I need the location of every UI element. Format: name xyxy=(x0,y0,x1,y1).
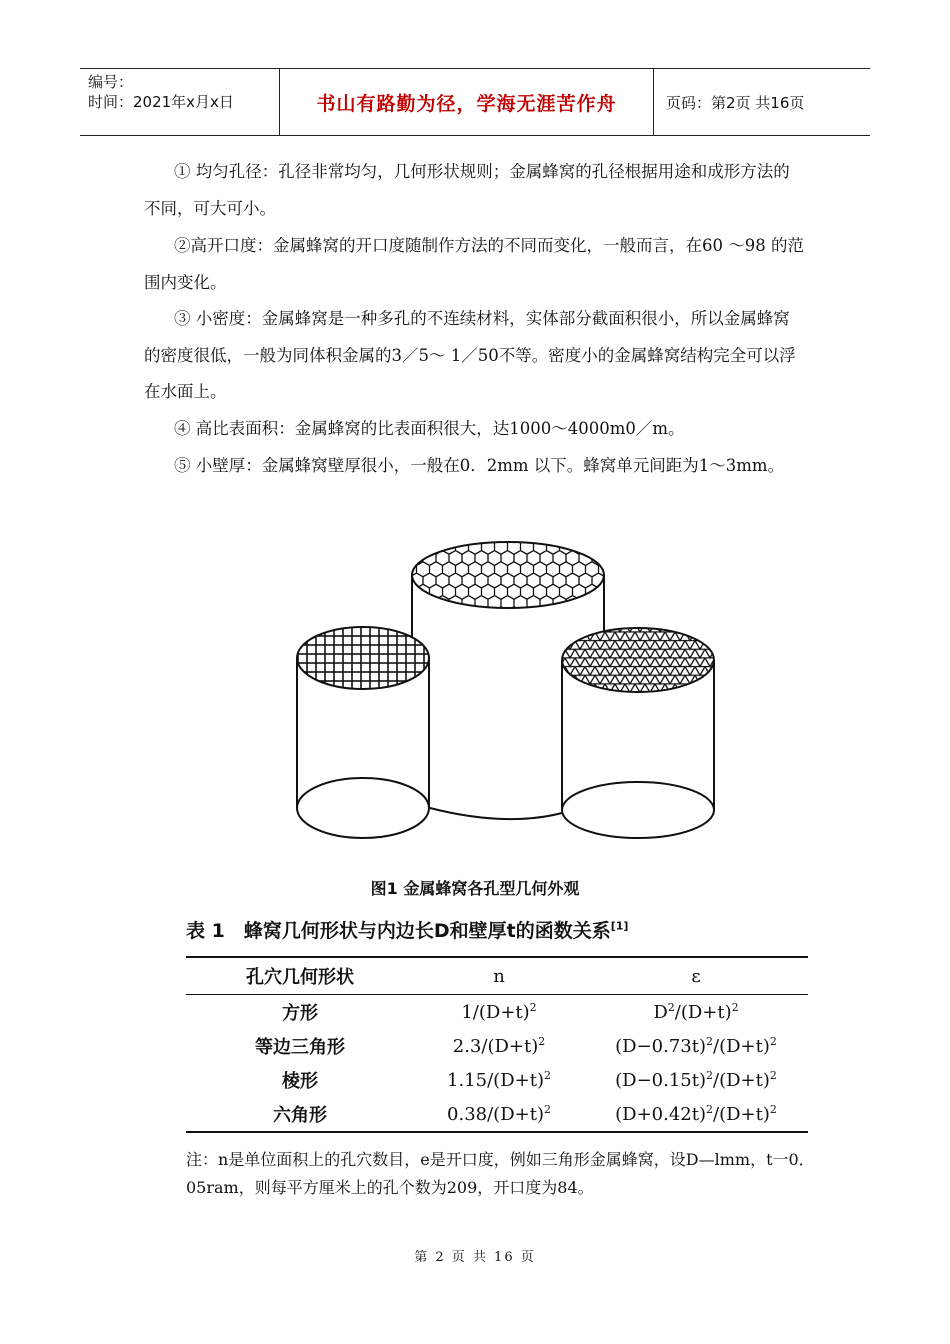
paragraph-low-density: ③ 小密度：金属蜂窝是一种多孔的不连续材料，实体部分截面积很小，所以金属蜂窝的密度很低，一般为同体积金属的3／5～ 1／50不等。密度小的金属蜂窝结构完全可以浮在水面上。 xyxy=(144,309,796,401)
square-cylinder xyxy=(295,625,431,838)
shape-function-table xyxy=(186,956,808,1133)
table-row: 方形 $1/(D+t)^2$ $D^2/(D+t)^2$ xyxy=(282,1001,739,1024)
header-epsilon: ε xyxy=(691,965,701,987)
page-footer: 第 2 页 共 16 页 xyxy=(414,1250,536,1265)
table-title: 表 1 蜂窝几何形状与内边长D和壁厚t的函数关系[1] xyxy=(186,919,629,942)
table-row: 等边三角形 $2.3/(D+t)^2$ $(D-0.73t)^2/(D+t)^2$ xyxy=(255,1035,777,1058)
number-label: 编号： xyxy=(88,73,134,91)
figure-caption: 图1 金属蜂窝各孔型几何外观 xyxy=(370,879,580,898)
paragraph-uniform-pore: ① 均匀孔径：孔径非常均匀，几何形状规则；金属蜂窝的孔径根据用途和成形方法的不同，可大可小。 xyxy=(144,162,790,218)
page-label: 页码：第2页 共16页 xyxy=(666,93,805,112)
paragraph-specific-surface: ④ 高比表面积：金属蜂窝的比表面积很大，达1000～4000m0／m。 xyxy=(174,419,685,438)
header-page-cell xyxy=(654,69,870,135)
table-note: 注：n是单位面积上的孔穴数目，e是开口度，例如三角形金属蜂窝，设D—lmm，t一0．05ram，则每平方厘米上的孔个数为209，开口度为84。 xyxy=(186,1150,815,1197)
time-label: 时间：2021年x月x日 xyxy=(88,93,234,111)
table-header-row xyxy=(186,958,808,995)
header-n: n xyxy=(493,965,505,987)
paragraph-high-opening: ②高开口度：金属蜂窝的开口度随制作方法的不同而变化，一般而言，在60 ～98 的范围内变化。 xyxy=(144,236,804,292)
header-motto-cell xyxy=(280,69,654,135)
header-shape: 孔穴几何形状 xyxy=(246,967,354,988)
table-row: 棱形 $1.15/(D+t)^2$ $(D-0.15t)^2/(D+t)^2$ xyxy=(282,1069,777,1092)
table-row: 六角形 $0.38/(D+t)^2$ $(D+0.42t)^2/(D+t)^2$ xyxy=(273,1103,777,1126)
page-header xyxy=(80,68,870,136)
paragraph-thin-wall: ⑤ 小壁厚：金属蜂窝壁厚很小，一般在0．2mm 以下。蜂窝单元间距为1～3mm。 xyxy=(174,456,785,475)
motto-text: 书山有路勤为径，学海无涯苦作舟 xyxy=(316,92,617,115)
header-info-cell xyxy=(80,69,280,135)
triangular-cylinder xyxy=(560,626,716,838)
honeycomb-figure xyxy=(280,528,740,848)
